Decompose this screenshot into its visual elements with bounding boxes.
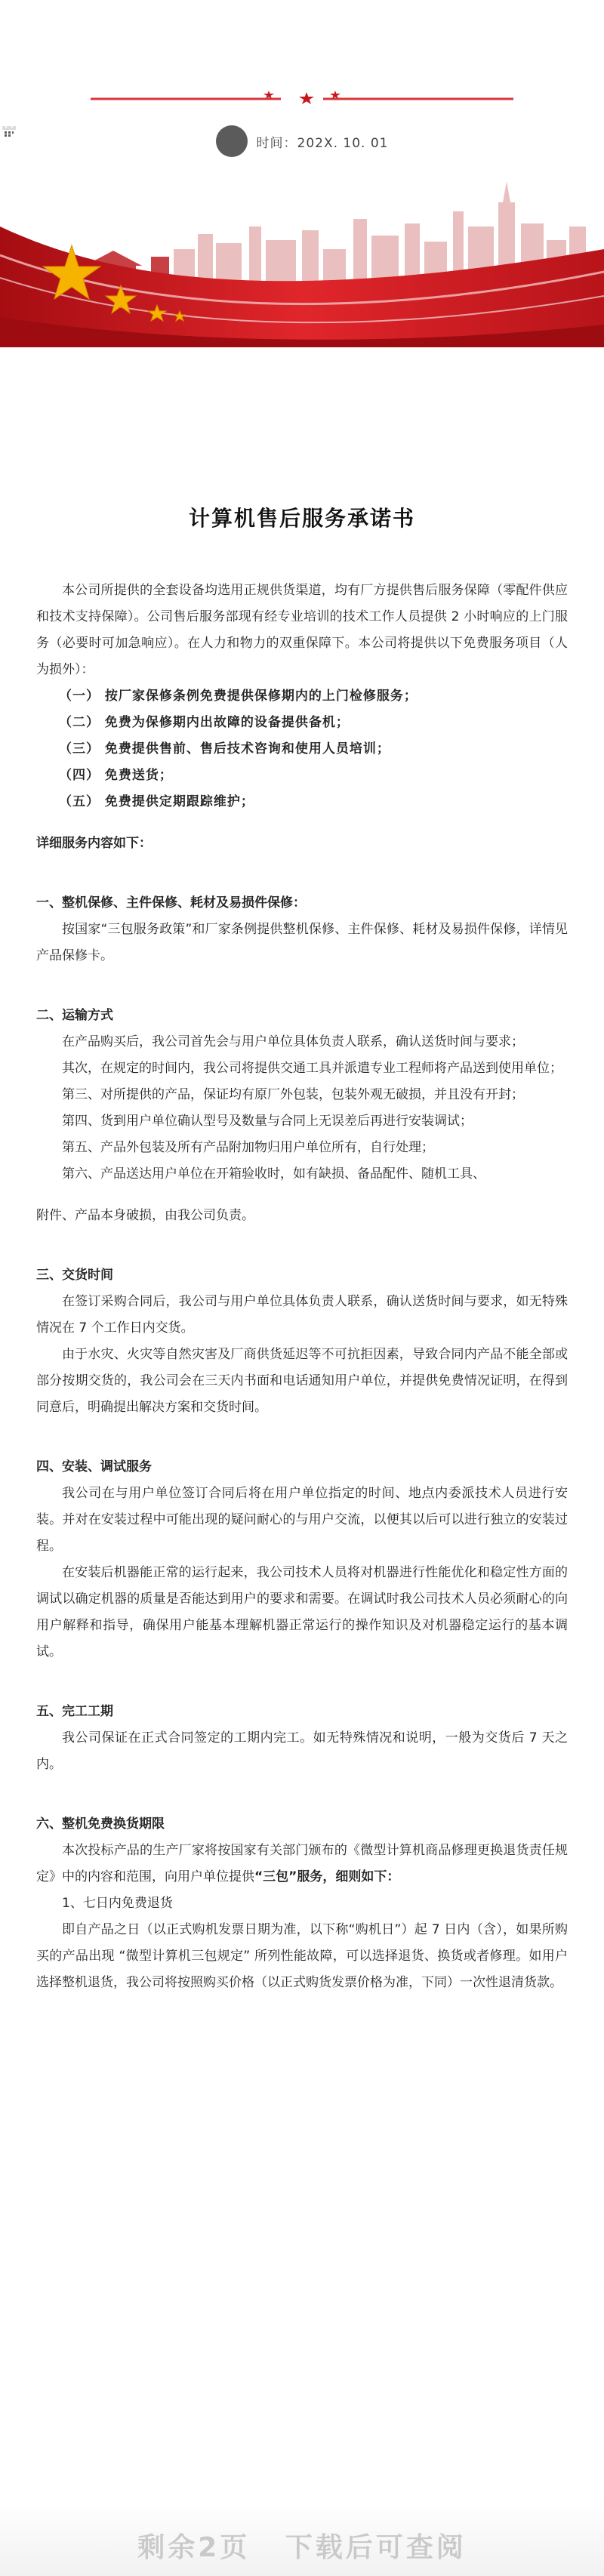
star-icon <box>263 91 274 99</box>
document-title: 计算机售后服务承诺书 <box>188 506 415 531</box>
calendar-icon <box>216 125 248 157</box>
section-heading: 四、安装、调试服务 <box>36 1459 152 1474</box>
section-heading: 一、整机保修、主件保修、耗材及易损件保修： <box>36 895 306 911</box>
remaining-pages-notice[interactable]: 剩余2页 下载后可查阅 <box>137 2532 467 2563</box>
service-item: （三） 免费提供售前、售后技术咨询和使用人员培训； <box>59 741 390 756</box>
star-icon <box>299 92 314 104</box>
service-item: （四） 免费送货； <box>59 768 173 783</box>
date-label: 时间：202X. 10. 01 <box>256 135 389 151</box>
service-item: （二） 免费为保修期内出故障的设备提供备机； <box>59 715 350 730</box>
header-banner <box>0 0 604 347</box>
s6-intro-emphasis: “三包”服务，细则如下： <box>254 1869 400 1884</box>
s6-intro-text: 本次投标产品的生产厂家将按国家有关部门颁布的《微型计算机商品修理更换退货责任规定》中的内容和范围，向用户单位提供 <box>36 1843 568 1884</box>
section-heading: 六、整机免费换货期限 <box>36 1816 165 1832</box>
section-heading: 五、完工工期 <box>36 1704 113 1719</box>
section-text: 按国家“三包服务政策”和厂家条例提供整机保修、主件保修、耗材及易损件保修，详情见产品保修卡。 <box>36 922 568 963</box>
section-text <box>36 1838 568 1890</box>
header-graphic <box>0 0 604 347</box>
section-text: 附件、产品本身破损，由我公司负责。 <box>36 1208 254 1223</box>
section-text: 第四、货到用户单位确认型号及数量与合同上无误差后再进行安装调试； <box>62 1114 473 1129</box>
section-text: 第三、对所提供的产品，保证均有原厂外包装，包装外观无破损，并且没有开封； <box>62 1087 524 1102</box>
section-text: 在产品购买后，我公司首先会与用户单位具体负责人联系，确认送货时间与要求； <box>62 1034 524 1049</box>
section-heading: 三、交货时间 <box>36 1268 113 1283</box>
intro-paragraph: 本公司所提供的全套设备均选用正规供货渠道，均有厂方提供售后服务保障（零配件供应和技术支持保障）。公司售后服务部现有经专业培训的技术工作人员提供 2 小时响应的上门服务（必要时可加急响应）。在人力和物力的双重保障下。本公司将提供以下免费服务项目（人为损外）： <box>36 583 568 677</box>
star-icon <box>330 91 341 99</box>
details-heading: 详细服务内容如下： <box>36 836 152 851</box>
section-text: 第五、产品外包装及所有产品附加物归用户单位所有，自行处理； <box>62 1140 434 1155</box>
section-text: 我公司保证在正式合同签定的工期内完工。如无特殊情况和说明，一般为交货后 7 天之内。 <box>36 1730 568 1772</box>
section-heading: 二、运输方式 <box>36 1008 113 1023</box>
service-item: （五） 免费提供定期跟踪维护； <box>59 794 254 809</box>
download-footer[interactable] <box>0 2501 604 2576</box>
section-text: 在安装后机器能正常的运行起来，我公司技术人员将对机器进行性能优化和稳定性方面的调试以确定机器的质量是否能达到用户的要求和需要。在调试时我公司技术人员必须耐心的向用户解释和指导，确保用户能基本理解机器正常运行的操作知识及对机器稳定运行的基本调试。 <box>36 1565 568 1659</box>
date-row <box>0 122 604 160</box>
section-text: 即自产品之日（以正式购机发票日期为准，以下称“购机日”）起 7 日内（含），如果所购买的产品出现 “微型计算机三包规定” 所列性能故障，可以选择退货、换货或者修理。如用户选择整机退货，我公司将按照购买价格（以正式购货发票价格为准，下同）一次性退清货款。 <box>36 1922 568 1990</box>
top-ornament <box>91 91 513 104</box>
document-body <box>36 578 568 1996</box>
section-text: 第六、产品送达用户单位在开箱验收时，如有缺损、备品配件、随机工具、 <box>62 1166 485 1182</box>
section-text: 我公司在与用户单位签订合同后将在用户单位指定的时间、地点内委派技术人员进行安装。并对在安装过程中可能出现的疑问耐心的与用户交流，以便其以后可以进行独立的安装过程。 <box>36 1486 568 1554</box>
service-item: （一） 按厂家保修条例免费提供保修期内的上门检修服务； <box>59 689 418 704</box>
section-text: 其次，在规定的时间内，我公司将提供交通工具并派遣专业工程师将产品送到使用单位； <box>62 1061 562 1076</box>
section-text: 在签订采购合同后，我公司与用户单位具体负责人联系，确认送货时间与要求，如无特殊情况在 7 个工作日内交货。 <box>36 1294 568 1336</box>
subsection-heading: 1、七日内免费退货 <box>62 1896 173 1911</box>
section-text: 由于水灾、火灾等自然灾害及厂商供货延迟等不可抗拒因素，导致合同内产品不能全部或部分按期交货的，我公司会在三天内书面和电话通知用户单位，并提供免费情况证明，在得到同意后，明确提出解决方案和交货时间。 <box>36 1347 568 1415</box>
